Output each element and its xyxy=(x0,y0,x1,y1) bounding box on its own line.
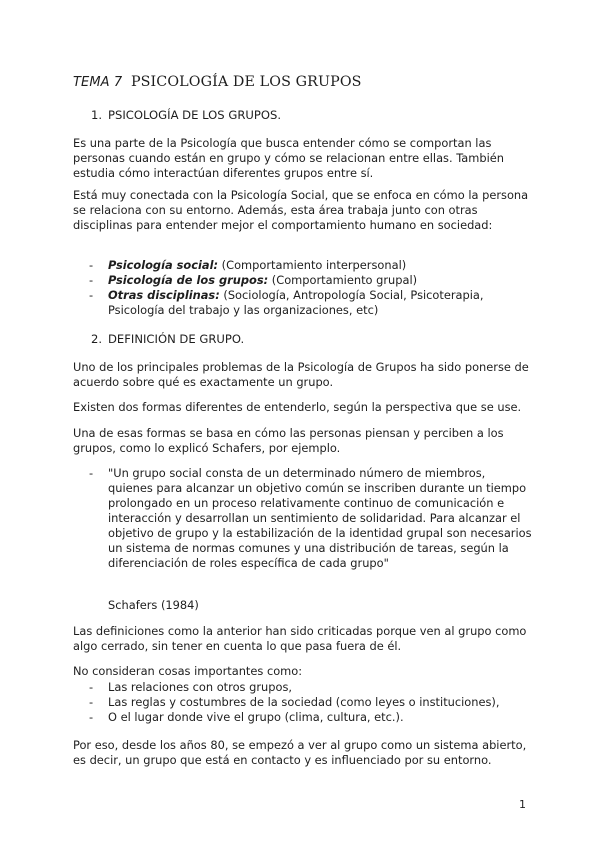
section-1-title: PSICOLOGÍA DE LOS GRUPOS. xyxy=(108,108,282,122)
section-2-title: DEFINICIÓN DE GRUPO. xyxy=(108,332,245,346)
list-item-term: Psicología de los grupos: xyxy=(108,273,269,287)
list-item-term: Psicología social: xyxy=(108,258,219,272)
page-title xyxy=(73,75,362,90)
document-page xyxy=(73,0,533,848)
disciplines-list xyxy=(89,258,519,318)
section-2-number: 2. xyxy=(91,332,103,346)
schafers-quote xyxy=(89,466,533,571)
bullet-dash: - xyxy=(89,273,94,287)
list-item-text: O el lugar donde vive el grupo (clima, cultura, etc.). xyxy=(108,710,404,724)
section-1-heading xyxy=(91,108,281,123)
list-item-text: (Comportamiento interpersonal) xyxy=(218,258,407,272)
list-item xyxy=(89,273,519,288)
list-item-text: Las reglas y costumbres de la sociedad (como leyes o instituciones), xyxy=(108,695,500,709)
considerations-list xyxy=(89,680,519,725)
list-item xyxy=(89,288,519,318)
title-text: PSICOLOGÍA DE LOS GRUPOS xyxy=(130,74,362,90)
list-item-text: (Sociología, Antropología Social, Psicoterapia, Psicología del trabajo y las organizaciones, etc) xyxy=(108,288,484,317)
quote-source: Schafers (1984) xyxy=(108,598,199,612)
list-item xyxy=(89,258,519,273)
section-2-paragraph-1: Uno de los principales problemas de la Psicología de Grupos ha sido ponerse de acuerdo sobre qué es exactamente un grupo. xyxy=(73,360,529,389)
list-item xyxy=(89,680,519,695)
section-2-paragraph-3: Una de esas formas se basa en cómo las personas piensan y perciben a los grupos, como lo explicó Schafers, por ejemplo. xyxy=(73,426,504,455)
bullet-dash: - xyxy=(89,258,94,272)
title-tema: TEMA 7 xyxy=(73,75,123,90)
bullet-dash: - xyxy=(89,710,94,724)
quote-text: "Un grupo social consta de un determinado número de miembros, quienes para alcanzar un objetivo común se inscriben durante un tiempo prolongado en un proceso relativamente continuo de comunicación e interacción y desarrollan un sentimiento de solidaridad. Para alcanzar el objetivo de grupo y la estabilización de la identidad grupal son necesarios un sistema de normas comunes y una distribución de tareas, según la diferenciación de roles específica de cada grupo" xyxy=(108,466,532,570)
section-2-paragraph-4: Las definiciones como la anterior han sido criticadas porque ven al grupo como algo cerrado, sin tener en cuenta lo que pasa fuera de él. xyxy=(73,624,527,653)
list-item-text: (Comportamiento grupal) xyxy=(268,273,418,287)
list-item xyxy=(89,710,519,725)
section-2-heading xyxy=(91,332,244,347)
list-item-term: Otras disciplinas: xyxy=(108,288,220,302)
bullet-dash: - xyxy=(89,680,94,694)
section-1-paragraph-1: Es una parte de la Psicología que busca entender cómo se comportan las personas cuando están en grupo y cómo se relacionan entre ellas. También estudia cómo interactúan diferentes grupos entre sí. xyxy=(73,136,504,180)
list-item xyxy=(89,695,519,710)
list-item-text: Las relaciones con otros grupos, xyxy=(108,680,292,694)
bullet-dash: - xyxy=(89,466,94,480)
section-2-paragraph-2: Existen dos formas diferentes de entenderlo, según la perspectiva que se use. xyxy=(73,400,522,414)
section-1-number: 1. xyxy=(91,108,103,122)
page-number: 1 xyxy=(519,798,526,811)
section-2-paragraph-6: Por eso, desde los años 80, se empezó a ver al grupo como un sistema abierto, es decir, un grupo que está en contacto y es influenciado por su entorno. xyxy=(73,738,527,767)
section-1-paragraph-2: Está muy conectada con la Psicología Social, que se enfoca en cómo la persona se relaciona con su entorno. Además, esta área trabaja junto con otras disciplinas para entender mejor el comportamiento humano en sociedad: xyxy=(73,188,529,232)
bullet-dash: - xyxy=(89,695,94,709)
bullet-dash: - xyxy=(89,288,94,302)
section-2-paragraph-5: No consideran cosas importantes como: xyxy=(73,664,303,678)
